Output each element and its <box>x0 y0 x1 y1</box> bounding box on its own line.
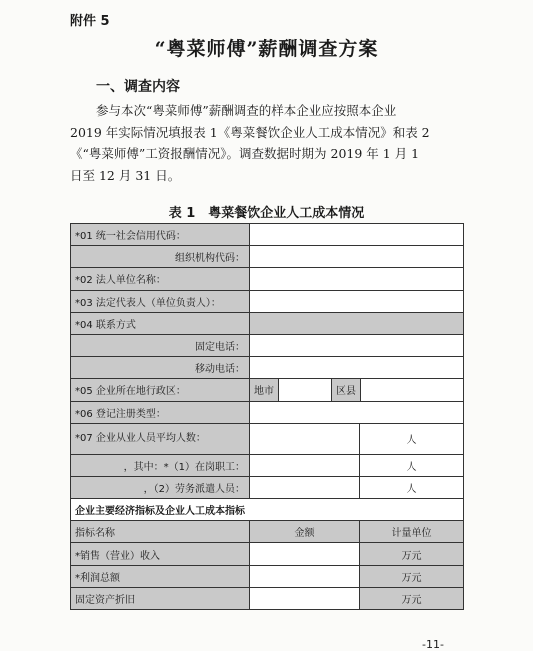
label-revenue: *销售（营业）收入 <box>71 543 250 565</box>
table-row <box>71 268 464 290</box>
dispatch-field[interactable] <box>250 476 360 498</box>
table-row <box>71 543 464 565</box>
landline-field[interactable] <box>250 334 464 356</box>
unit-wanyuan: 万元 <box>360 543 464 565</box>
on-duty-field[interactable] <box>250 454 360 476</box>
credit-code-field[interactable] <box>250 224 464 246</box>
table-row <box>71 290 464 312</box>
table-row <box>71 476 464 498</box>
table-row <box>71 246 464 268</box>
col-header-unit: 计量单位 <box>360 521 464 543</box>
label-avg-employees: *07 企业从业人员平均人数： <box>71 423 250 454</box>
city-field[interactable] <box>279 379 331 400</box>
table-row <box>71 565 464 587</box>
legal-rep-field[interactable] <box>250 290 464 312</box>
depreciation-field[interactable] <box>250 587 360 609</box>
paragraph-line: 日至 12 月 31 日。 <box>70 167 181 183</box>
table-row <box>71 423 464 454</box>
label-mobile: 移动电话： <box>71 357 250 379</box>
unit-person: 人 <box>360 423 464 454</box>
table-row <box>71 521 464 543</box>
label-legal-name: *02 法人单位名称： <box>71 268 250 290</box>
table-row <box>71 312 464 334</box>
district-field[interactable] <box>361 379 463 400</box>
table-row <box>71 587 464 609</box>
label-on-duty: ，其中：*（1）在岗职工： <box>71 454 250 476</box>
profit-field[interactable] <box>250 565 360 587</box>
paragraph-line: 《“粤菜师傅”工资报酬情况》。调查数据时期为 2019 年 1 月 1 <box>70 146 420 161</box>
revenue-field[interactable] <box>250 543 360 565</box>
label-dispatch: ，（2）劳务派遣人员： <box>71 476 250 498</box>
section-heading: 一、调查内容 <box>96 79 180 95</box>
label-org-code: 组织机构代码： <box>71 246 250 268</box>
unit-wanyuan: 万元 <box>360 587 464 609</box>
intro-paragraph <box>70 100 468 186</box>
table-row <box>71 379 464 401</box>
contact-header-fill <box>250 312 464 334</box>
paragraph-line: 参与本次“粤菜师傅”薪酬调查的样本企业应按照本企业 <box>96 103 397 118</box>
district-label: 区县 <box>331 379 361 400</box>
table-row <box>71 499 464 521</box>
label-profit: *利润总额 <box>71 565 250 587</box>
label-legal-rep: *03 法定代表人（单位负责人）： <box>71 290 250 312</box>
unit-person: 人 <box>360 454 464 476</box>
city-label: 地市 <box>250 379 279 400</box>
label-region: *05 企业所在地行政区： <box>71 379 250 401</box>
table-row <box>71 224 464 246</box>
col-header-name: 指标名称 <box>71 521 250 543</box>
unit-wanyuan: 万元 <box>360 565 464 587</box>
reg-type-field[interactable] <box>250 401 464 423</box>
document-title: “粤菜师傅”薪酬调查方案 <box>154 38 379 60</box>
attachment-label: 附件 5 <box>70 14 110 29</box>
section-header: 企业主要经济指标及企业人工成本指标 <box>71 499 464 521</box>
paragraph-line: 2019 年实际情况填报表 1《粤菜餐饮企业人工成本情况》和表 2 <box>70 124 430 140</box>
region-cell <box>250 379 464 401</box>
org-code-field[interactable] <box>250 246 464 268</box>
legal-name-field[interactable] <box>250 268 464 290</box>
table-row <box>71 357 464 379</box>
col-header-amount: 金额 <box>250 521 360 543</box>
label-contact: *04 联系方式 <box>71 312 250 334</box>
page-number: -11- <box>422 638 444 651</box>
table-title: 表 1 粤菜餐饮企业人工成本情况 <box>168 206 365 221</box>
label-landline: 固定电话： <box>71 334 250 356</box>
label-credit-code: *01 统一社会信用代码： <box>71 224 250 246</box>
unit-person: 人 <box>360 476 464 498</box>
mobile-field[interactable] <box>250 357 464 379</box>
label-depreciation: 固定资产折旧 <box>71 587 250 609</box>
avg-employees-field[interactable] <box>250 423 360 454</box>
cost-table <box>70 223 464 610</box>
label-reg-type: *06 登记注册类型： <box>71 401 250 423</box>
table-row <box>71 401 464 423</box>
table-row <box>71 454 464 476</box>
table-row <box>71 334 464 356</box>
